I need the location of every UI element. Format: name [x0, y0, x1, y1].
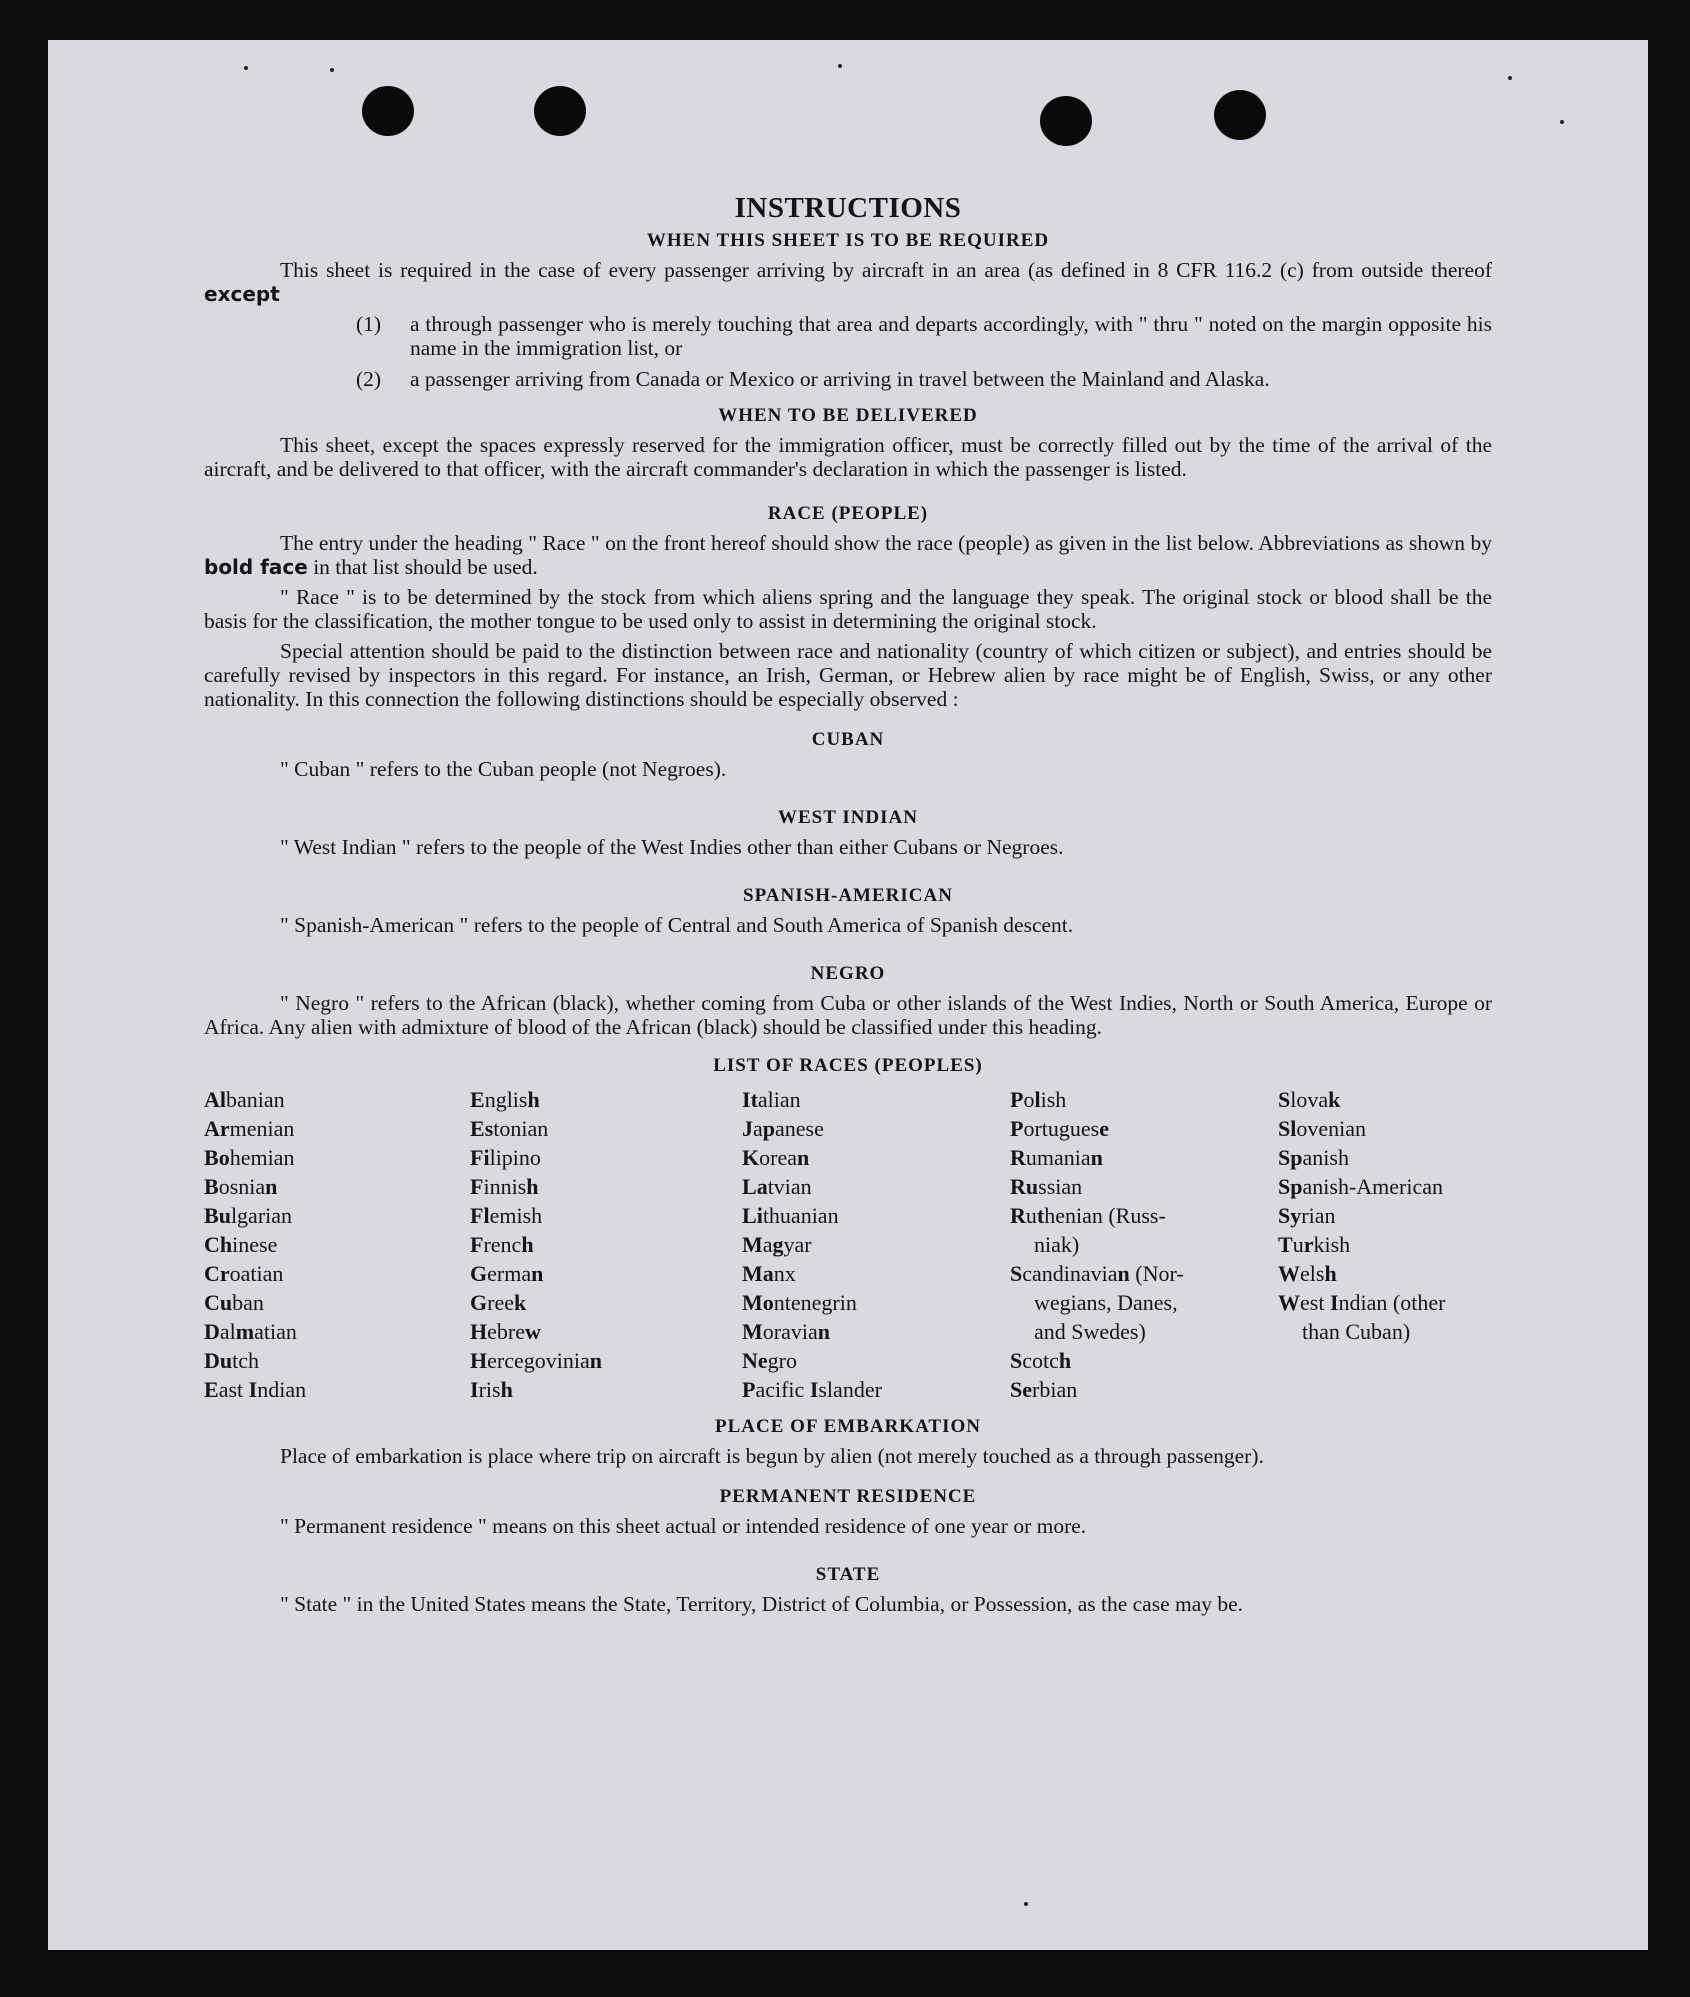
race-entry: Negro [742, 1348, 797, 1373]
race-column [470, 1085, 742, 1404]
bold-face-words: bold face [204, 555, 308, 579]
race-entry: than Cuban) [1302, 1319, 1411, 1344]
race-entry: Scotch [1010, 1348, 1072, 1373]
speck [1024, 1902, 1028, 1906]
race-entry: Cuban [204, 1290, 264, 1315]
race-paragraph-2: " Race " is to be determined by the stock from which aliens spring and the language they speak. The original stock or blood shall be the basis for the classification, the mother tongue to be used only to assist in determining the original stock. [204, 585, 1492, 633]
punch-hole [1214, 90, 1266, 140]
race-entry: Greek [470, 1290, 527, 1315]
race-paragraph-1 [204, 531, 1492, 579]
punch-hole [362, 86, 414, 136]
race-entry: Serbian [1010, 1377, 1078, 1402]
race-entry: Portuguese [1010, 1116, 1109, 1141]
race-entry: Russian [1010, 1174, 1083, 1199]
race-entry: Hercegovinian [470, 1348, 602, 1373]
race-entry: Ruthenian (Russ- [1010, 1203, 1166, 1228]
race-entry: Dalmatian [204, 1319, 297, 1344]
instructions-content [204, 146, 1492, 1616]
cuban-text: " Cuban " refers to the Cuban people (not Negroes). [280, 757, 727, 781]
race-entry: Lithuanian [742, 1203, 839, 1228]
section-heading-when-required: WHEN THIS SHEET IS TO BE REQUIRED [646, 230, 1050, 251]
section-heading-embarkation: PLACE OF EMBARKATION [715, 1416, 981, 1437]
race-column [1010, 1085, 1278, 1404]
race-entry: Moravian [742, 1319, 830, 1344]
race-column [742, 1085, 1010, 1404]
race-entry: Croatian [204, 1261, 284, 1286]
section-heading-west-indian: WEST INDIAN [778, 807, 918, 828]
race-entry: Polish [1010, 1087, 1067, 1112]
race-entry: Armenian [204, 1116, 295, 1141]
race-entry: Manx [742, 1261, 796, 1286]
race-entry: Montenegrin [742, 1290, 857, 1315]
negro-text: " Negro " refers to the African (black), whether coming from Cuba or other islands of the West Indies, North or South America, Europe or Africa. Any alien with admixture of blood of the African (black) should be classified under this heading. [204, 991, 1492, 1039]
item-text: a passenger arriving from Canada or Mexico or arriving in travel between the Mainland and Alaska. [410, 367, 1270, 391]
permanent-residence-text: " Permanent residence " means on this sheet actual or intended residence of one year or more. [280, 1514, 1087, 1538]
race-entry: German [470, 1261, 544, 1286]
speck [1560, 120, 1564, 124]
section-heading-negro: NEGRO [810, 963, 886, 984]
race-entry: Italian [742, 1087, 801, 1112]
race-column [1278, 1085, 1492, 1404]
spanish-american-text: " Spanish-American " refers to the people of Central and South America of Spanish descent. [280, 913, 1074, 937]
race-entry: Scandinavian (Nor- [1010, 1261, 1184, 1286]
exception-list [204, 312, 1492, 391]
item-number: (1) [356, 312, 382, 336]
punch-hole [534, 86, 586, 136]
race-entry: wegians, Danes, [1034, 1290, 1178, 1315]
race-entry: Turkish [1278, 1232, 1351, 1257]
race-entry: Hebrew [470, 1319, 541, 1344]
race-entry: East Indian [204, 1377, 307, 1402]
race-entry: Estonian [470, 1116, 549, 1141]
race-entry: Irish [470, 1377, 513, 1402]
section-heading-cuban: CUBAN [811, 729, 885, 750]
race-entry: Flemish [470, 1203, 543, 1228]
delivered-text: This sheet, except the spaces expressly reserved for the immigration officer, must be correctly filled out by the time of the arrival of the aircraft, and be delivered to that officer, with the aircraft commander's declaration in which the passenger is listed. [204, 433, 1492, 481]
section-heading-race: RACE (PEOPLE) [767, 503, 929, 524]
race-entry: Korean [742, 1145, 810, 1170]
speck [244, 66, 248, 70]
race-entry: and Swedes) [1034, 1319, 1146, 1344]
section-heading-spanish-american: SPANISH-AMERICAN [743, 885, 953, 906]
race-entry: English [470, 1087, 540, 1112]
west-indian-text: " West Indian " refers to the people of the West Indies other than either Cubans or Negroes. [280, 835, 1064, 859]
race-entry: Magyar [742, 1232, 812, 1257]
race-entry: Latvian [742, 1174, 812, 1199]
page-title: INSTRUCTIONS [734, 192, 962, 224]
race-entry: niak) [1034, 1232, 1080, 1257]
section-heading-state: STATE [815, 1564, 881, 1585]
race-entry: Slovak [1278, 1087, 1341, 1112]
section-heading-permanent-residence: PERMANENT RESIDENCE [719, 1486, 977, 1507]
state-text: " State " in the United States means the State, Territory, District of Columbia, or Possession, as the case may be. [280, 1592, 1244, 1616]
list-item [204, 312, 1492, 360]
race-list [204, 1085, 1492, 1404]
race-entry: Bulgarian [204, 1203, 293, 1228]
race-entry: French [470, 1232, 534, 1257]
race-entry: Spanish [1278, 1145, 1349, 1170]
race-entry: Bosnian [204, 1174, 278, 1199]
speck [330, 68, 334, 72]
race-entry: Bohemian [204, 1145, 295, 1170]
race-entry: Spanish-American [1278, 1174, 1443, 1199]
race-p1-end: in that list should be used. [313, 555, 538, 579]
embarkation-text: Place of embarkation is place where trip on aircraft is begun by alien (not merely touched as a through passenger). [280, 1444, 1264, 1468]
race-entry: Pacific Islander [742, 1377, 882, 1402]
document-sheet [48, 40, 1648, 1950]
speck [1508, 76, 1512, 80]
section-heading-list-of-races: LIST OF RACES (PEOPLES) [713, 1055, 983, 1076]
required-intro-text: This sheet is required in the case of every passenger arriving by aircraft in an area (as defined in 8 CFR 116.2 (c) from outside thereof [280, 258, 1492, 282]
item-number: (2) [356, 367, 382, 391]
race-paragraph-3: Special attention should be paid to the distinction between race and nationality (country of which citizen or subject), and entries should be carefully revised by inspectors in this regard. For instance, an Irish, German, or Hebrew alien by race might be of English, Swiss, or any other nationality. In this connection the following distinctions should be especially observed : [204, 639, 1492, 711]
race-entry: Welsh [1278, 1261, 1337, 1286]
race-entry: Finnish [470, 1174, 539, 1199]
speck [838, 64, 842, 68]
race-p1-text: The entry under the heading " Race " on the front hereof should show the race (people) as given in the list below. Abbreviations as shown by [280, 531, 1492, 555]
except-word: except [204, 282, 280, 306]
required-intro [204, 258, 1492, 306]
race-entry: Japanese [742, 1116, 824, 1141]
race-column [204, 1085, 470, 1404]
race-entry: Rumanian [1010, 1145, 1103, 1170]
race-entry: Filipino [470, 1145, 541, 1170]
punch-hole [1040, 96, 1092, 146]
race-entry: Chinese [204, 1232, 278, 1257]
race-entry: Slovenian [1278, 1116, 1367, 1141]
race-entry: Syrian [1278, 1203, 1336, 1228]
section-heading-when-delivered: WHEN TO BE DELIVERED [718, 405, 978, 426]
race-entry: Dutch [204, 1348, 260, 1373]
race-entry: West Indian (other [1278, 1290, 1446, 1315]
list-item [204, 367, 1492, 391]
race-entry: Albanian [204, 1087, 285, 1112]
item-text: a through passenger who is merely touching that area and departs accordingly, with " thru " noted on the margin opposite his name in the immigration list, or [410, 312, 1492, 360]
